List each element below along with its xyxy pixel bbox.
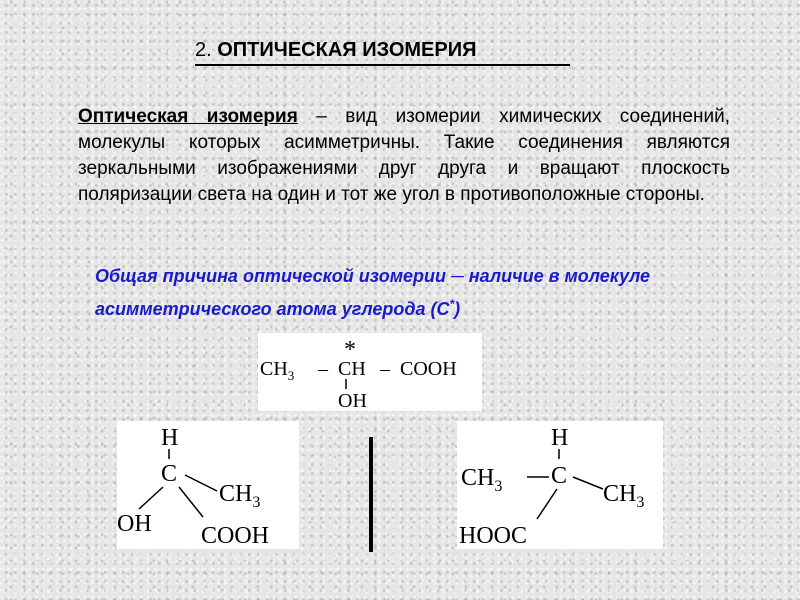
right-isomer-bottom-left: HOOC	[459, 523, 528, 549]
right-isomer-top: H	[551, 425, 569, 451]
left-isomer-bottom-left: OH	[117, 511, 152, 537]
structural-formula	[258, 333, 482, 411]
left-bond-right	[185, 475, 217, 491]
title-number: 2.	[195, 39, 212, 61]
left-bond-bottom-left	[139, 487, 163, 509]
definition-text: – вид изомерии химических соединений, молекулы которых асимметричны. Такие соединения являются зеркальными изображениями друг друга и вращают плоскость поляризации света на один и тот же угол в противоположные стороны.	[78, 106, 730, 205]
left-isomer-right: $CH_3$	[219, 481, 261, 511]
right-bond-right	[573, 477, 603, 489]
formula-right: COOH	[400, 358, 457, 380]
reason-close: )	[454, 299, 461, 319]
formula-dash1: –	[318, 358, 328, 380]
reason-star: *	[449, 297, 455, 311]
formula-center: CH	[338, 358, 366, 380]
left-bond-bottom-right	[179, 487, 203, 517]
formula-dash2: –	[380, 358, 390, 380]
definition-term: Оптическая изомерия	[78, 106, 298, 127]
mirror-line	[369, 437, 373, 552]
right-isomer	[457, 421, 663, 549]
right-isomer-left: $CH_3$	[461, 465, 503, 495]
reason-text: Общая причина оптической изомерии ─ наличие в молекуле асимметрического атома углерода (С	[95, 266, 651, 319]
slide-title	[195, 38, 570, 66]
left-isomer-center: C	[161, 461, 178, 487]
title-text: ОПТИЧЕСКАЯ ИЗОМЕРИЯ	[217, 39, 477, 61]
definition-paragraph	[78, 104, 730, 208]
right-bond-bottom	[537, 489, 557, 519]
formula-below: OH	[338, 390, 367, 411]
left-isomer-top: H	[161, 425, 179, 451]
left-isomer	[117, 421, 299, 549]
formula-left: $CH_3$	[260, 358, 295, 383]
reason-paragraph	[95, 262, 735, 323]
right-isomer-right: $CH_3$	[603, 481, 645, 511]
formula-asterisk: *	[344, 337, 356, 363]
left-isomer-bottom-right: COOH	[201, 523, 270, 549]
right-isomer-center: C	[551, 463, 568, 489]
